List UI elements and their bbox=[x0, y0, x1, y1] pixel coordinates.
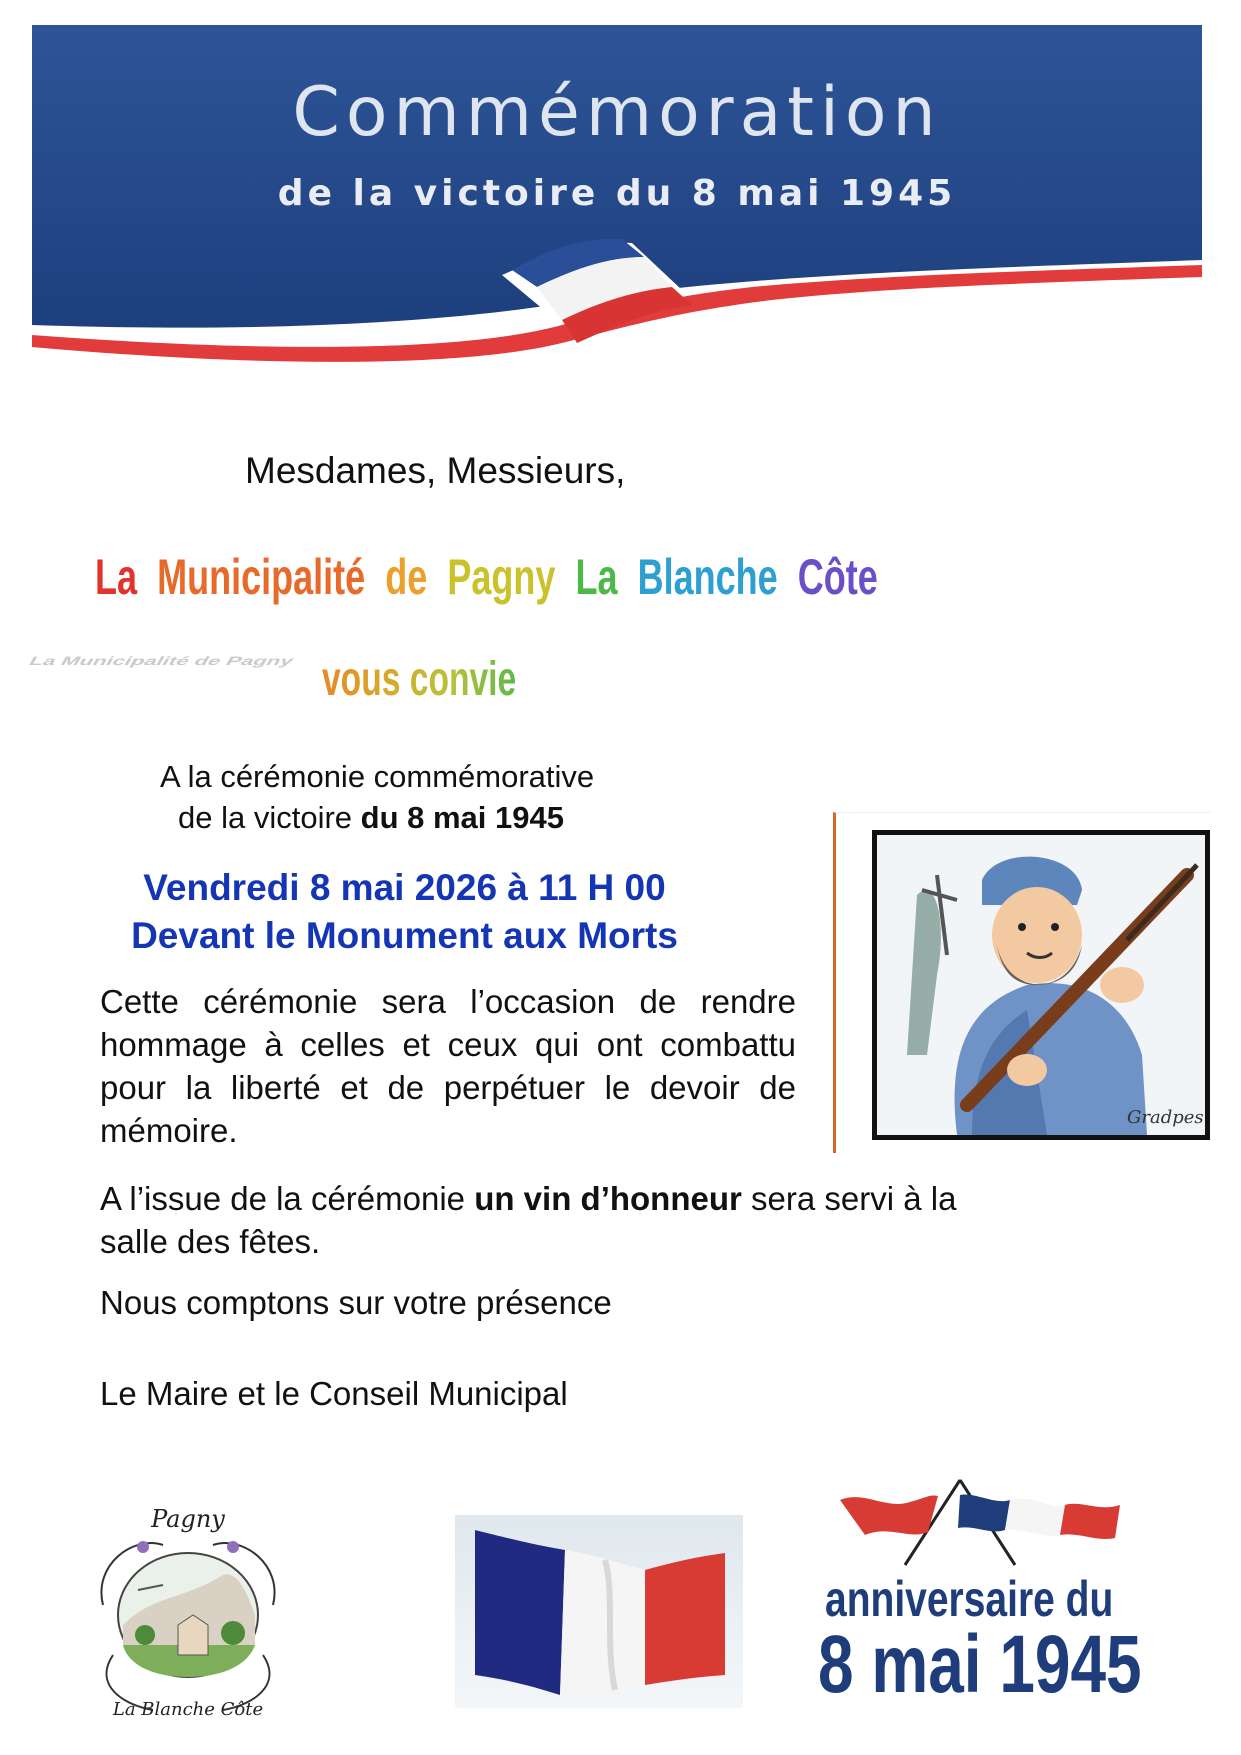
invite-text: vous convie bbox=[322, 653, 517, 706]
reception-prefix: A l’issue de la cérémonie bbox=[100, 1180, 475, 1217]
paragraph-presence: Nous comptons sur votre présence bbox=[100, 1284, 612, 1321]
header-banner bbox=[32, 25, 1202, 370]
village-logo bbox=[83, 1505, 293, 1720]
municipality-word: Pagny bbox=[447, 549, 556, 605]
artist-signature: Gradpes bbox=[1127, 1107, 1204, 1128]
event-place: Devant le Monument aux Morts bbox=[131, 915, 678, 956]
municipality-word: Municipalité bbox=[157, 549, 366, 605]
banner-subtitle: de la victoire du 8 mai 1945 bbox=[277, 173, 957, 214]
logo-bottom-text: La Blanche Côte bbox=[112, 1699, 264, 1720]
anniversary-line-1: anniversaire du bbox=[825, 1571, 1114, 1627]
ceremony-date-bold: du 8 mai 1945 bbox=[360, 800, 564, 835]
ceremony-line-2 bbox=[160, 797, 594, 838]
municipality-reflection: La Municipalité de Pagny bbox=[26, 653, 297, 668]
paragraph-tribute: Cette cérémonie sera l’occasion de rendre hommage à celles et ceux qui ont combattu pour la liberté et de perpétuer le devoir de mémoire. bbox=[100, 983, 796, 1149]
signature: Le Maire et le Conseil Municipal bbox=[100, 1375, 568, 1412]
ceremony-text bbox=[160, 756, 594, 838]
municipality-title bbox=[95, 548, 888, 606]
event-details bbox=[102, 864, 707, 960]
logo-top-text: Pagny bbox=[151, 1505, 225, 1533]
municipality-word: de bbox=[385, 549, 428, 605]
ceremony-line-1: A la cérémonie commémorative bbox=[160, 759, 595, 794]
ceremony-line-2-prefix: de la victoire bbox=[178, 800, 361, 835]
soldier-illustration bbox=[872, 830, 1210, 1140]
event-date: Vendredi 8 mai 2026 à 11 H 00 bbox=[143, 867, 666, 908]
banner-title: Commémoration bbox=[292, 73, 942, 152]
greeting: Mesdames, Messieurs, bbox=[245, 450, 626, 491]
municipality-word: Blanche bbox=[637, 549, 778, 605]
french-flag-image bbox=[455, 1515, 743, 1708]
paragraph-reception bbox=[100, 1177, 1000, 1263]
reception-suffix: sera servi à la salle des fêtes. bbox=[100, 1180, 957, 1260]
municipality-word: La bbox=[95, 549, 138, 605]
municipality-word: Côte bbox=[797, 549, 878, 605]
anniversary-line-2: 8 mai 1945 bbox=[818, 1619, 1142, 1710]
reception-bold: un vin d’honneur bbox=[474, 1180, 742, 1217]
municipality-word: La bbox=[575, 549, 618, 605]
anniversary-logo bbox=[810, 1470, 1205, 1715]
